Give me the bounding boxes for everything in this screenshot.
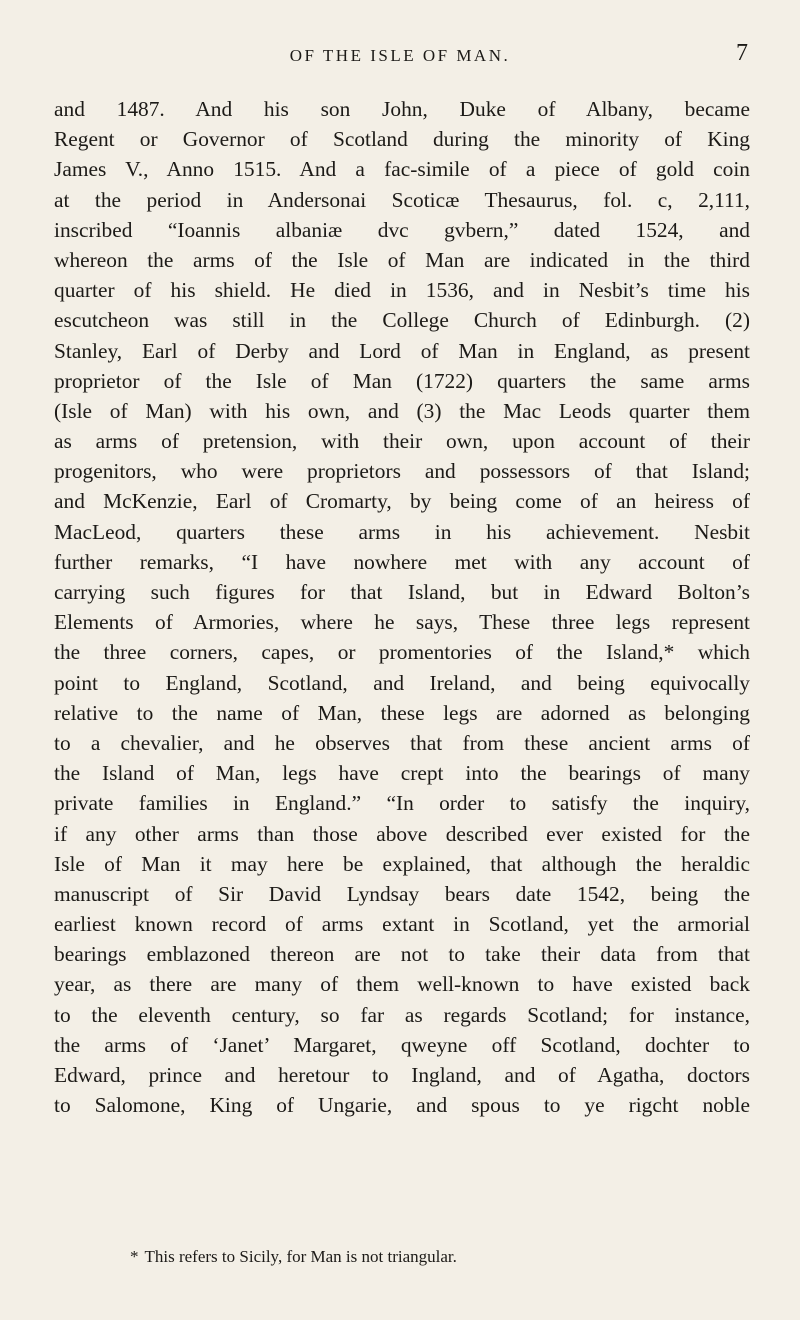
text-line: and McKenzie, Earl of Cromarty, by being come of an heiress of bbox=[54, 489, 750, 514]
text-line: (Isle of Man) with his own, and (3) the Mac Leods quarter them bbox=[54, 398, 750, 423]
text-line: point to England, Scotland, and Ireland, and being equivocally bbox=[54, 670, 750, 695]
text-line: relative to the name of Man, these legs are adorned as belonging bbox=[54, 700, 750, 725]
text-line: carrying such figures for that Island, but in Edward Bolton’s bbox=[54, 580, 750, 604]
text-line: quarter of his shield. He died in 1536, and in Nesbit’s time his bbox=[54, 278, 750, 303]
text-line: proprietor of the Isle of Man (1722) quarters the same arms bbox=[54, 368, 750, 393]
text-line: if any other arms than those above described ever existed for the bbox=[54, 821, 750, 846]
footnote bbox=[130, 1246, 690, 1268]
text-line: Regent or Governor of Scotland during the minority of King bbox=[54, 127, 750, 152]
text-line: to a chevalier, and he observes that from these ancient arms of bbox=[54, 730, 750, 755]
text-line: the three corners, capes, or promentories of the Island,* which bbox=[54, 640, 750, 665]
text-line: earliest known record of arms extant in Scotland, yet the armorial bbox=[54, 912, 750, 937]
text-line: the arms of ‘Janet’ Margaret, qweyne off Scotland, dochter to bbox=[54, 1032, 750, 1057]
text-line: Stanley, Earl of Derby and Lord of Man in England, as present bbox=[54, 338, 750, 363]
text-line: Edward, prince and heretour to Ingland, and of Agatha, doctors bbox=[54, 1063, 750, 1087]
body-text bbox=[54, 94, 750, 1120]
running-head-title: OF THE ISLE OF MAN. bbox=[289, 46, 511, 65]
text-line: escutcheon was still in the College Church of Edinburgh. (2) bbox=[54, 308, 750, 333]
footnote-marker: * bbox=[130, 1247, 139, 1266]
text-line: James V., Anno 1515. And a fac-simile of a piece of gold coin bbox=[54, 157, 750, 182]
text-line: bearings emblazoned thereon are not to take their data from that bbox=[54, 942, 750, 967]
text-line: at the period in Andersonai Scoticæ Thesaurus, fol. c, 2,111, bbox=[54, 187, 750, 212]
text-line: whereon the arms of the Isle of Man are indicated in the third bbox=[54, 247, 750, 272]
text-line: inscribed “Ioannis albaniæ dvc gvbern,” dated 1524, and bbox=[54, 217, 750, 242]
running-head bbox=[52, 38, 748, 78]
text-line: and 1487. And his son John, Duke of Albany, became bbox=[54, 97, 750, 121]
text-line: Elements of Armories, where he says, These three legs represent bbox=[54, 610, 750, 635]
text-line: further remarks, “I have nowhere met with any account of bbox=[54, 549, 750, 574]
text-line: MacLeod, quarters these arms in his achievement. Nesbit bbox=[54, 519, 750, 544]
text-line: as arms of pretension, with their own, upon account of their bbox=[54, 429, 750, 454]
footnote-text: This refers to Sicily, for Man is not triangular. bbox=[144, 1247, 457, 1266]
text-line: to the eleventh century, so far as regards Scotland; for instance, bbox=[54, 1002, 750, 1027]
text-line: progenitors, who were proprietors and possessors of that Island; bbox=[54, 459, 750, 484]
page-number: 7 bbox=[736, 40, 748, 66]
text-line: year, as there are many of them well-known to have existed back bbox=[54, 972, 750, 997]
text-line: to Salomone, King of Ungarie, and spous to ye rigcht noble bbox=[54, 1093, 750, 1118]
text-line: Isle of Man it may here be explained, that although the heraldic bbox=[54, 851, 750, 876]
text-line: manuscript of Sir David Lyndsay bears date 1542, being the bbox=[54, 881, 750, 906]
text-line: the Island of Man, legs have crept into the bearings of many bbox=[54, 761, 750, 786]
text-line: private families in England.” “In order to satisfy the inquiry, bbox=[54, 791, 750, 816]
